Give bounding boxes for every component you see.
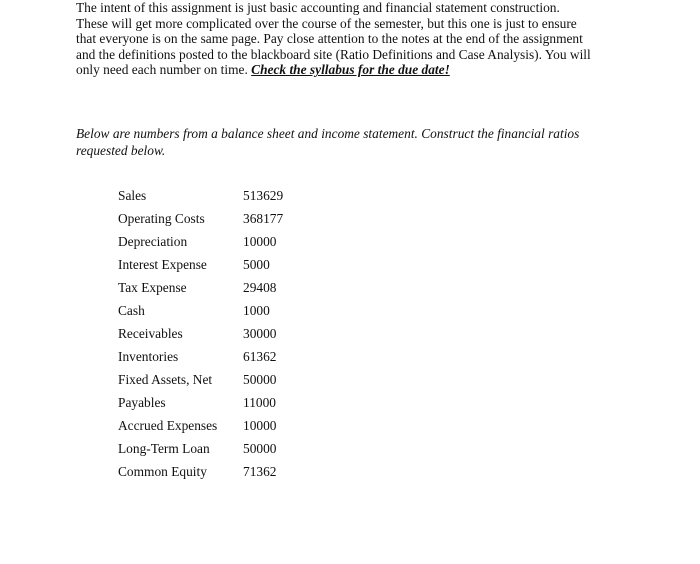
due-date-link[interactable]: Check the syllabus for the due date! <box>251 62 450 78</box>
instructions-line: Below are numbers from a balance sheet and income statement. Construct the financial ratios <box>76 126 580 141</box>
row-label: Receivables <box>118 326 183 341</box>
row-label: Operating Costs <box>118 211 205 226</box>
row-value: 10000 <box>243 418 277 433</box>
intro-line: and the definitions posted to the blackboard site (Ratio Definitions and Case Analysis). You will <box>76 46 591 62</box>
row-label: Cash <box>118 303 145 318</box>
row-value: 5000 <box>243 257 270 272</box>
row-value: 30000 <box>243 326 277 341</box>
row-value: 50000 <box>243 441 277 456</box>
intro-line: The intent of this assignment is just basic accounting and financial statement construction. <box>76 0 560 15</box>
row-label: Sales <box>118 188 147 203</box>
intro-last-line <box>76 62 636 78</box>
row-value: 11000 <box>243 395 276 410</box>
row-label: Depreciation <box>118 234 188 249</box>
intro-line-text: only need each number on time. <box>76 62 248 78</box>
row-label: Inventories <box>118 349 179 364</box>
row-label: Common Equity <box>118 464 207 479</box>
intro-line: These will get more complicated over the course of the semester, but this one is just to ensure <box>76 15 577 31</box>
row-value: 10000 <box>243 234 277 249</box>
row-value: 61362 <box>243 349 277 364</box>
row-label: Interest Expense <box>118 257 207 272</box>
instructions-line: requested below. <box>76 143 166 158</box>
row-value: 71362 <box>243 464 277 479</box>
row-label: Fixed Assets, Net <box>118 372 213 387</box>
row-label: Long-Term Loan <box>118 441 210 456</box>
row-value: 50000 <box>243 372 277 387</box>
row-value: 513629 <box>243 188 284 203</box>
instructions-paragraph <box>76 125 636 159</box>
row-value: 368177 <box>243 211 284 226</box>
row-label: Accrued Expenses <box>118 418 218 433</box>
row-value: 29408 <box>243 280 277 295</box>
row-label: Tax Expense <box>118 280 187 295</box>
row-value: 1000 <box>243 303 270 318</box>
row-label: Payables <box>118 395 166 410</box>
intro-paragraph <box>76 0 636 78</box>
intro-line: that everyone is on the same page. Pay close attention to the notes at the end of the assignment <box>76 31 583 47</box>
